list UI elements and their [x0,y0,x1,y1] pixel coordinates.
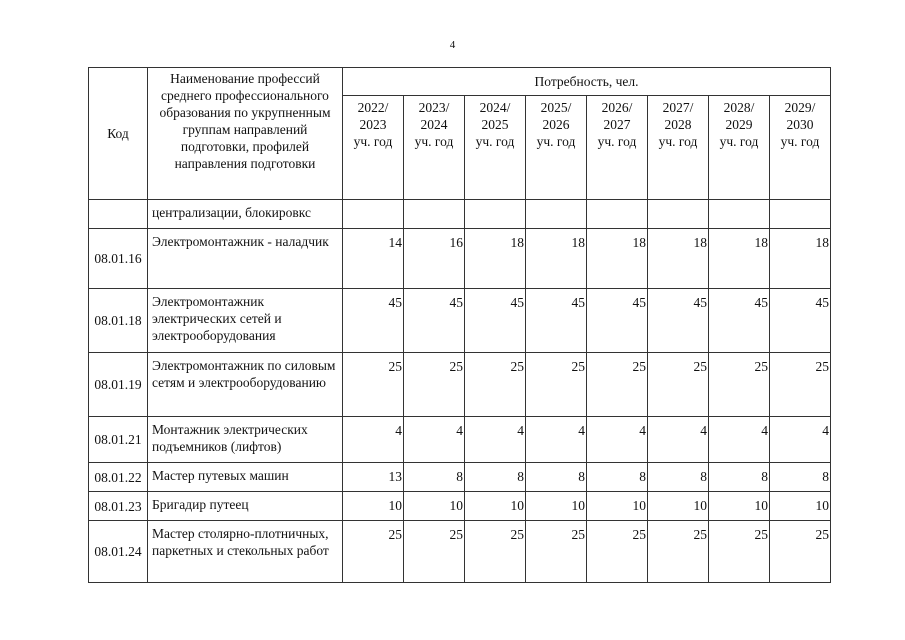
row-value: 16 [404,229,465,289]
row-value: 45 [404,289,465,353]
row-value: 10 [526,492,587,521]
row-value: 45 [587,289,648,353]
row-value: 25 [709,353,770,417]
row-name: централизации, блокировкс [148,200,343,229]
row-code: 08.01.23 [89,492,148,521]
row-value: 18 [465,229,526,289]
row-code: 08.01.18 [89,289,148,353]
row-value [465,200,526,229]
row-value [648,200,709,229]
row-value: 25 [587,521,648,583]
row-code: 08.01.19 [89,353,148,417]
row-value: 18 [709,229,770,289]
row-value: 4 [770,417,831,463]
row-value: 10 [343,492,404,521]
row-value [526,200,587,229]
header-year-line: 2025 [481,117,509,132]
row-name: Монтажник электрических подъемников (лифтов) [148,417,343,463]
row-value: 25 [709,521,770,583]
header-year-line: 2022/ [357,100,389,115]
row-value: 45 [709,289,770,353]
header-year-line: уч. год [780,134,820,149]
row-value: 10 [648,492,709,521]
row-code: 08.01.21 [89,417,148,463]
header-year [526,96,587,200]
row-value: 25 [465,353,526,417]
row-value: 25 [343,353,404,417]
row-value: 10 [404,492,465,521]
row-code [89,200,148,229]
header-year-line: уч. год [353,134,393,149]
header-year-line: уч. год [658,134,698,149]
row-code: 08.01.24 [89,521,148,583]
row-value: 8 [709,463,770,492]
row-value: 10 [587,492,648,521]
row-value: 25 [587,353,648,417]
header-year-line: 2029 [725,117,753,132]
header-year-line: уч. год [597,134,637,149]
table-row [89,200,831,229]
row-value: 4 [343,417,404,463]
row-value: 25 [343,521,404,583]
header-need: Потребность, чел. [343,68,831,96]
header-year-line: 2024/ [479,100,511,115]
row-value: 13 [343,463,404,492]
row-value: 10 [709,492,770,521]
row-name: Мастер столярно-плотничных, паркетных и стекольных работ [148,521,343,583]
header-year-line: 2026 [542,117,570,132]
header-year [709,96,770,200]
table-row [89,289,831,353]
header-year [465,96,526,200]
header-name: Наименование профессий среднего профессионального образования по укрупненным группам направлений подготовки, профилей направления подготовки [148,68,343,200]
row-value: 25 [404,521,465,583]
row-value [587,200,648,229]
header-year-line: 2028 [664,117,692,132]
row-value: 25 [648,353,709,417]
row-value [709,200,770,229]
header-year [587,96,648,200]
row-value: 25 [770,521,831,583]
row-value: 4 [648,417,709,463]
row-code: 08.01.16 [89,229,148,289]
row-value: 18 [587,229,648,289]
row-value: 18 [648,229,709,289]
row-value: 4 [526,417,587,463]
header-year-line: уч. год [536,134,576,149]
row-value: 8 [465,463,526,492]
row-value: 4 [587,417,648,463]
header-year-line: 2025/ [540,100,572,115]
row-name: Электромонтажник электрических сетей и электрооборудования [148,289,343,353]
header-year-line: 2024 [420,117,448,132]
row-value: 25 [526,353,587,417]
row-value: 25 [465,521,526,583]
row-value: 45 [343,289,404,353]
header-year-line: уч. год [414,134,454,149]
row-value: 10 [770,492,831,521]
header-year [404,96,465,200]
row-value: 45 [770,289,831,353]
row-value: 8 [404,463,465,492]
row-value: 8 [770,463,831,492]
table-row [89,492,831,521]
table-row [89,417,831,463]
header-year-line: уч. год [719,134,759,149]
header-year-line: 2028/ [723,100,755,115]
row-value: 18 [526,229,587,289]
row-value: 4 [709,417,770,463]
row-name: Мастер путевых машин [148,463,343,492]
row-value: 8 [526,463,587,492]
row-value: 25 [526,521,587,583]
page-number: 4 [449,39,456,51]
row-value [404,200,465,229]
header-year [648,96,709,200]
header-year-line: 2027 [603,117,631,132]
header-year [343,96,404,200]
header-year-line: 2030 [786,117,814,132]
header-year-line: 2029/ [784,100,816,115]
row-value: 8 [587,463,648,492]
header-year-line: 2026/ [601,100,633,115]
header-code: Код [89,68,148,200]
table-row [89,229,831,289]
row-value: 4 [465,417,526,463]
header-year-line: 2027/ [662,100,694,115]
row-value: 18 [770,229,831,289]
header-year-line: уч. год [475,134,515,149]
row-value [343,200,404,229]
row-value: 45 [465,289,526,353]
row-value: 45 [648,289,709,353]
row-value: 25 [770,353,831,417]
table-row [89,463,831,492]
table-row [89,353,831,417]
row-value: 8 [648,463,709,492]
row-value: 10 [465,492,526,521]
row-name: Бригадир путеец [148,492,343,521]
header-year [770,96,831,200]
row-name: Электромонтажник по силовым сетям и электрооборудованию [148,353,343,417]
row-value: 14 [343,229,404,289]
table-row [89,521,831,583]
row-value [770,200,831,229]
row-name: Электромонтажник - наладчик [148,229,343,289]
header-year-line: 2023/ [418,100,450,115]
row-value: 25 [404,353,465,417]
row-value: 45 [526,289,587,353]
row-value: 4 [404,417,465,463]
header-year-line: 2023 [359,117,387,132]
row-code: 08.01.22 [89,463,148,492]
row-value: 25 [648,521,709,583]
needs-table [88,67,831,583]
